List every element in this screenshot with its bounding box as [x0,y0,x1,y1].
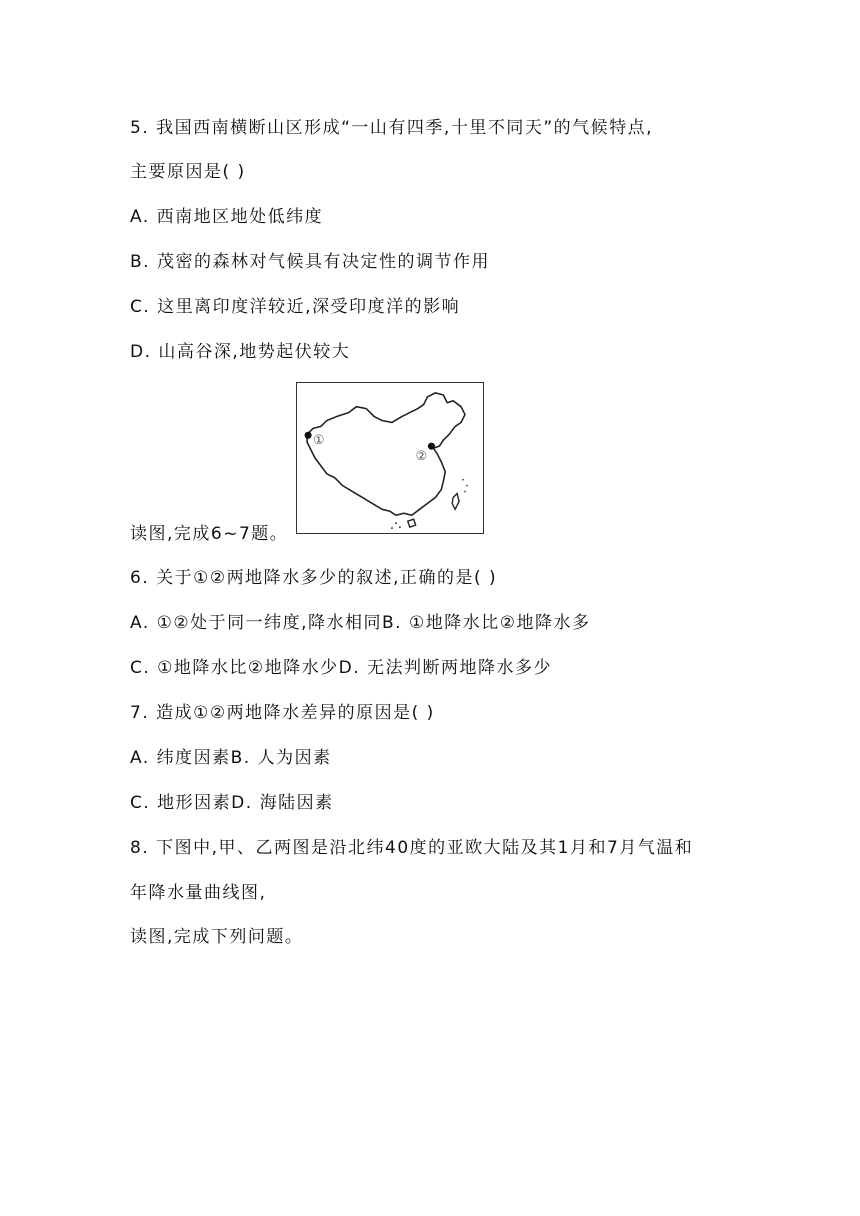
question-8-instruction: 读图,完成下列问题。 [130,927,304,947]
south-china-sea-islands [391,522,401,529]
question-6-options-ab: A. ①②处于同一纬度,降水相同B. ①地降水比②地降水多 [130,613,591,633]
question-5-stem-line-1: 5. 我国西南横断山区形成“一山有四季,十里不同天”的气候特点, [130,118,654,138]
question-5-option-c: C. 这里离印度洋较近,深受印度洋的影响 [130,297,461,317]
location-1-label: ① [313,433,325,449]
question-8-stem-line-2: 年降水量曲线图, [130,883,267,903]
question-5-option-d: D. 山高谷深,地势起伏较大 [130,342,351,362]
question-7-options-ab: A. 纬度因素B. 人为因素 [130,748,332,768]
location-1-marker [305,432,312,439]
location-2-label: ② [415,448,428,464]
question-5-option-b: B. 茂密的森林对气候具有决定性的调节作用 [130,252,490,272]
question-5-option-a: A. 西南地区地处低纬度 [130,207,324,227]
coastal-dots [462,479,468,493]
read-map-instruction: 读图,完成6~7题。 [130,524,289,544]
china-outline-map [297,383,483,533]
question-8-stem-line-1: 8. 下图中,甲、乙两图是沿北纬40度的亚欧大陆及其1月和7月气温和 [130,838,694,858]
china-border-outline [307,393,465,515]
question-5-stem-line-2: 主要原因是( ) [130,162,246,182]
hainan-island [408,519,416,527]
question-6-stem: 6. 关于①②两地降水多少的叙述,正确的是( ) [130,568,498,588]
china-map-figure [296,382,484,534]
question-6-options-cd: C. ①地降水比②地降水少D. 无法判断两地降水多少 [130,658,553,678]
question-7-stem: 7. 造成①②两地降水差异的原因是( ) [130,703,435,723]
location-2-marker [428,443,435,450]
question-7-options-cd: C. 地形因素D. 海陆因素 [130,793,334,813]
taiwan-island [452,494,459,510]
